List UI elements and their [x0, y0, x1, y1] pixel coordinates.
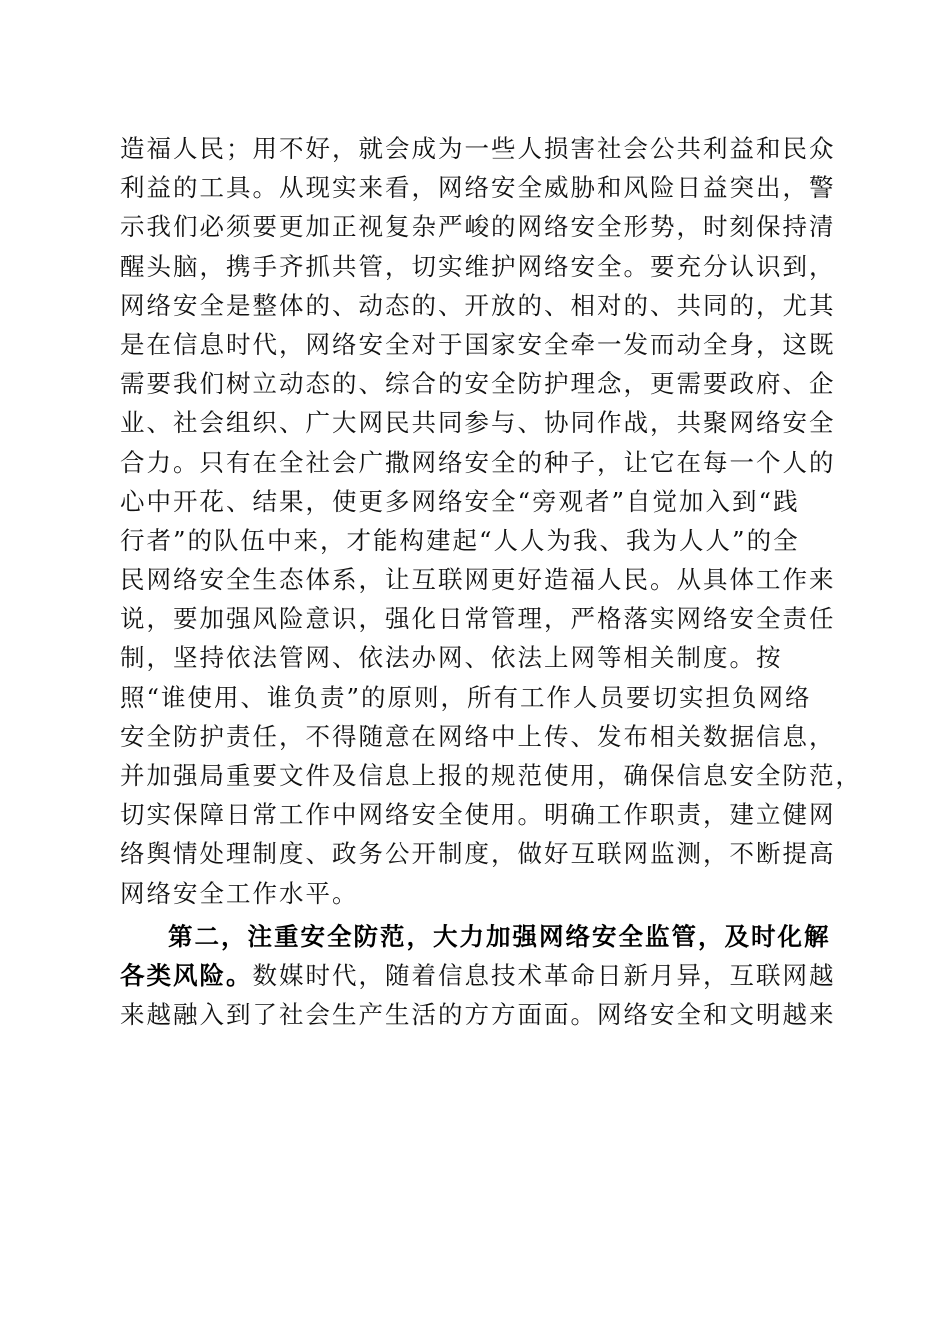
section-heading-line [120, 917, 830, 956]
text-line: 业、社会组织、广大网民共同参与、协同作战，共聚网络安全 [120, 408, 836, 438]
text-line: 醒头脑，携手齐抓共管，切实维护网络安全。要充分认识到， [120, 251, 836, 281]
text-line: 网络安全是整体的、动态的、开放的、相对的、共同的，尤其 [120, 290, 836, 320]
text-line: 络舆情处理制度、政务公开制度，做好互联网监测，不断提高 [120, 839, 836, 869]
body-text-span: 数媒时代，随着信息技术革命日新月异，互联网越 [252, 960, 836, 990]
text-line: 行者”的队伍中来，才能构建起“人人为我、我为人人”的全 [120, 525, 800, 555]
text-line: 照“谁使用、谁负责”的原则，所有工作人员要切实担负网络 [120, 682, 812, 712]
body-text [120, 129, 862, 1034]
text-line: 民网络安全生态体系，让互联网更好造福人民。从具体工作来 [120, 565, 836, 595]
section-heading: 第二，注重安全防范，大力加强网络安全监管，及时化解 [168, 921, 831, 951]
text-line: 需要我们树立动态的、综合的安全防护理念，更需要政府、企 [120, 369, 836, 399]
text-line: 心中开花、结果，使更多网络安全“旁观者”自觉加入到“践 [120, 486, 800, 516]
section-heading-continued: 各类风险。 [120, 960, 253, 990]
text-line: 网络安全工作水平。 [120, 878, 359, 908]
text-line: 说，要加强风险意识，强化日常管理，严格落实网络安全责任 [120, 604, 836, 634]
text-line: 合力。只有在全社会广撒网络安全的种子，让它在每一个人的 [120, 447, 836, 477]
text-line: 来越融入到了社会生产生活的方方面面。网络安全和文明越来 [120, 1000, 836, 1030]
text-line: 示我们必须要更加正视复杂严峻的网络安全形势，时刻保持清 [120, 212, 836, 242]
text-line: 并加强局重要文件及信息上报的规范使用，确保信息安全防范， [120, 761, 862, 790]
text-line: 造福人民；用不好，就会成为一些人损害社会公共利益和民众 [120, 134, 836, 163]
text-line: 利益的工具。从现实来看，网络安全威胁和风险日益突出，警 [120, 173, 836, 203]
text-line [120, 956, 836, 995]
text-line: 安全防护责任，不得随意在网络中上传、发布相关数据信息， [120, 721, 836, 751]
text-line: 是在信息时代，网络安全对于国家安全牵一发而动全身，这既 [120, 329, 836, 359]
text-line: 制，坚持依法管网、依法办网、依法上网等相关制度。按 [120, 643, 783, 673]
text-line: 切实保障日常工作中网络安全使用。明确工作职责，建立健网 [120, 800, 836, 830]
